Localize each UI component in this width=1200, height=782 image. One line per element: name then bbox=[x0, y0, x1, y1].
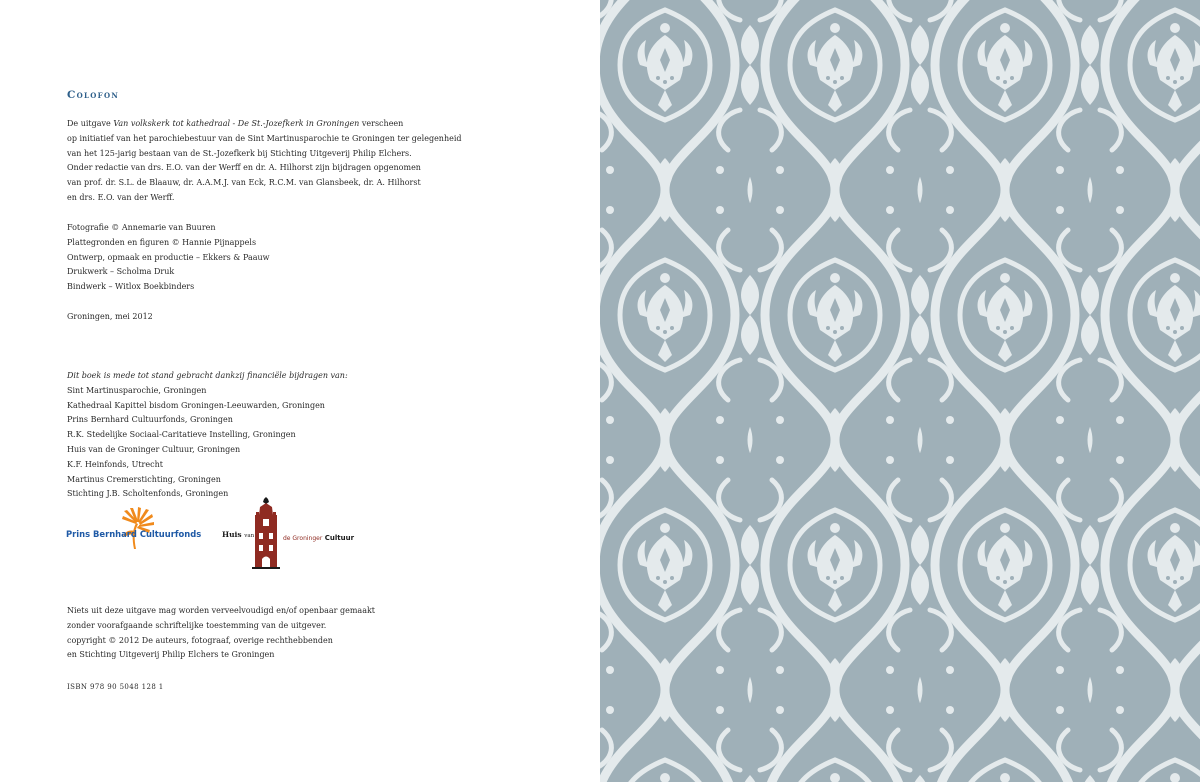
intro-line-6: en drs. E.O. van der Werff. bbox=[67, 192, 175, 202]
sponsors-block bbox=[67, 369, 348, 502]
groninger-cultuur-text bbox=[283, 534, 354, 542]
credit-line: Bindwerk – Witlox Boekbinders bbox=[67, 282, 195, 292]
rights-line: copyright © 2012 De auteurs, fotograaf, overige rechthebbenden bbox=[67, 635, 333, 645]
intro-block bbox=[67, 117, 462, 206]
place-date-block bbox=[67, 310, 153, 325]
credit-line: Ontwerp, opmaak en productie – Ekkers & Paauw bbox=[67, 252, 270, 262]
prins-bernhard-logo-text: Prins Bernhard Cultuurfonds bbox=[66, 529, 202, 539]
book-title: Van volkskerk tot kathedraal - De St.-Jozefkerk in Groningen bbox=[113, 119, 360, 128]
credit-line: Fotografie © Annemarie van Buuren bbox=[67, 223, 216, 232]
sponsor-item: Sint Martinusparochie, Groningen bbox=[67, 385, 207, 395]
huis-text bbox=[222, 530, 254, 539]
sponsor-item: R.K. Stedelijke Sociaal-Caritatieve Instelling, Groningen bbox=[67, 430, 296, 440]
sponsor-item: Huis van de Groninger Cultuur, Groningen bbox=[67, 444, 241, 454]
intro-pre: De uitgave bbox=[67, 119, 114, 128]
intro-line-5: van prof. dr. S.L. de Blaauw, dr. A.A.M.J. van Eck, R.C.M. van Glansbeek, dr. A. Hilhorst bbox=[67, 178, 421, 188]
cultuur-word: Cultuur bbox=[324, 534, 355, 542]
damask-pattern-page bbox=[600, 0, 1200, 782]
sponsor-item: Martinus Cremerstichting, Groningen bbox=[67, 474, 221, 484]
huis-groninger-cultuur-logo bbox=[222, 497, 367, 572]
credits-block bbox=[67, 221, 270, 295]
rights-block bbox=[67, 604, 375, 663]
groninger-word: de Groninger bbox=[283, 535, 323, 542]
sponsors-intro: Dit boek is mede tot stand gebracht dankzij financiële bijdragen van: bbox=[67, 371, 348, 380]
sponsor-item: Stichting J.B. Scholtenfonds, Groningen bbox=[67, 489, 229, 499]
credit-line: Plattegronden en figuren © Hannie Pijnappels bbox=[67, 237, 257, 247]
sponsor-item: Prins Bernhard Cultuurfonds, Groningen bbox=[67, 415, 233, 425]
intro-line-3: van het 125-jarig bestaan van de St.-Jozefkerk bij Stichting Uitgeverij Philip Elchers. bbox=[67, 148, 412, 158]
intro-line-4: Onder redactie van drs. E.O. van der Werff en dr. A. Hilhorst zijn bijdragen opgenomen bbox=[67, 163, 421, 173]
isbn: ISBN 978 90 5048 128 1 bbox=[67, 683, 164, 691]
rights-line: zonder voorafgaande schriftelijke toestemming van de uitgever. bbox=[67, 620, 327, 630]
intro-post: verscheen bbox=[359, 119, 404, 128]
sponsor-item: Kathedraal Kapittel bisdom Groningen-Leeuwarden, Groningen bbox=[67, 400, 325, 410]
prins-bernhard-logo bbox=[66, 507, 202, 555]
intro-line-2: op initiatief van het parochiebestuur van de Sint Martinusparochie te Groningen ter gelegenheid bbox=[67, 133, 462, 143]
sponsor-item: K.F. Heinfonds, Utrecht bbox=[67, 459, 163, 469]
place-date: Groningen, mei 2012 bbox=[67, 312, 153, 321]
damask-pattern-image bbox=[600, 0, 1200, 782]
huis-word: Huis bbox=[222, 530, 242, 539]
van-word: van bbox=[244, 533, 255, 539]
rights-line: Niets uit deze uitgave mag worden verveelvoudigd en/of openbaar gemaakt bbox=[67, 606, 376, 615]
colophon-heading: Colofon bbox=[67, 89, 120, 101]
credit-line: Drukwerk – Scholma Druk bbox=[67, 267, 175, 277]
intro-line-1 bbox=[67, 117, 462, 132]
rights-line: en Stichting Uitgeverij Philip Elchers te Groningen bbox=[67, 650, 275, 660]
